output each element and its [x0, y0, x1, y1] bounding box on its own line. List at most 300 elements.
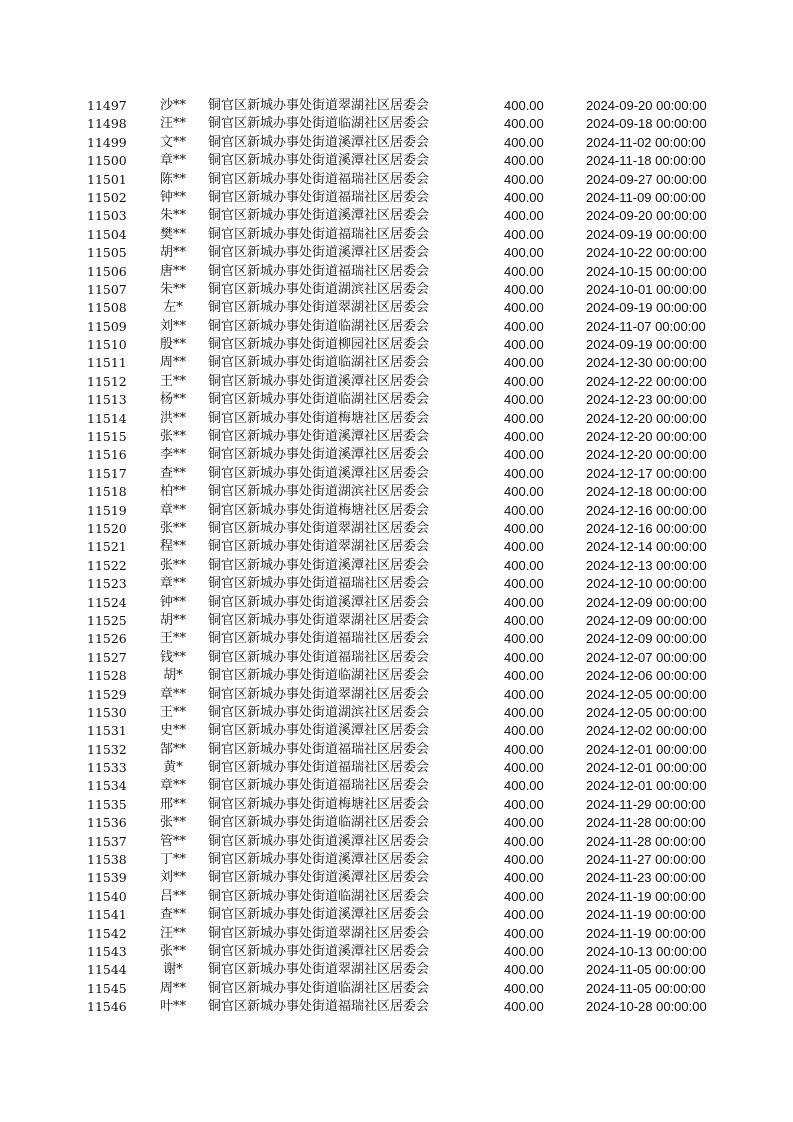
table-row: [0, 630, 793, 648]
payment-date: 2024-10-28 00:00:00: [586, 999, 707, 1015]
community-name: 铜官区新城办事处街道溪潭社区居委会: [208, 723, 430, 739]
amount: 400.00: [504, 465, 544, 481]
community-name: 铜官区新城办事处街道溪潭社区居委会: [208, 870, 430, 886]
table-row: [0, 833, 793, 851]
payment-date: 2024-09-27 00:00:00: [586, 171, 707, 187]
row-id: 11498: [87, 116, 127, 132]
table-row: [0, 207, 793, 225]
person-name: 洪**: [159, 410, 186, 426]
community-name: 铜官区新城办事处街道福瑞社区居委会: [208, 631, 430, 647]
person-name: 丁**: [159, 852, 186, 868]
payment-date: 2024-11-28 00:00:00: [586, 833, 706, 849]
community-name: 铜官区新城办事处街道溪潭社区居委会: [208, 907, 430, 923]
row-id: 11517: [87, 465, 127, 481]
person-name: 汪**: [159, 116, 186, 132]
table-row: [0, 814, 793, 832]
table-row: [0, 189, 793, 207]
payment-date: 2024-09-20 00:00:00: [586, 98, 707, 113]
payment-date: 2024-12-01 00:00:00: [586, 741, 707, 757]
community-name: 铜官区新城办事处街道福瑞社区居委会: [208, 189, 430, 205]
amount: 400.00: [504, 153, 544, 169]
person-name: 章**: [159, 576, 186, 592]
amount: 400.00: [504, 852, 544, 868]
amount: 400.00: [504, 245, 544, 261]
amount: 400.00: [504, 778, 544, 794]
table-row: [0, 722, 793, 740]
community-name: 铜官区新城办事处街道溪潭社区居委会: [208, 373, 430, 389]
amount: 400.00: [504, 337, 544, 353]
amount: 400.00: [504, 668, 544, 684]
row-id: 11532: [87, 741, 127, 757]
table-row: [0, 336, 793, 354]
community-name: 铜官区新城办事处街道溪潭社区居委会: [208, 943, 430, 959]
payment-date: 2024-09-19 00:00:00: [586, 226, 707, 242]
community-name: 铜官区新城办事处街道溪潭社区居委会: [208, 852, 430, 868]
person-name: 叶**: [159, 999, 186, 1015]
table-row: [0, 998, 793, 1016]
amount: 400.00: [504, 98, 544, 113]
person-name: 朱**: [159, 281, 186, 297]
person-name: 刘**: [159, 870, 186, 886]
person-name: 周**: [159, 980, 186, 996]
payment-date: 2024-12-06 00:00:00: [586, 668, 707, 684]
amount: 400.00: [504, 796, 544, 812]
amount: 400.00: [504, 760, 544, 776]
row-id: 11527: [87, 649, 127, 665]
payment-date: 2024-12-20 00:00:00: [586, 429, 707, 445]
payment-date: 2024-11-18 00:00:00: [586, 153, 706, 169]
person-name: 柏**: [159, 484, 186, 500]
table-row: [0, 171, 793, 189]
row-id: 11539: [87, 870, 127, 886]
amount: 400.00: [504, 520, 544, 536]
table-row: [0, 851, 793, 869]
community-name: 铜官区新城办事处街道福瑞社区居委会: [208, 760, 430, 776]
community-name: 铜官区新城办事处街道溪潭社区居委会: [208, 429, 430, 445]
community-name: 铜官区新城办事处街道福瑞社区居委会: [208, 263, 430, 279]
row-id: 11544: [87, 962, 127, 978]
amount: 400.00: [504, 686, 544, 702]
payment-date: 2024-11-09 00:00:00: [586, 189, 706, 205]
row-id: 11525: [87, 612, 127, 628]
person-name: 张**: [159, 815, 186, 831]
row-id: 11528: [87, 668, 127, 684]
payment-date: 2024-12-10 00:00:00: [586, 576, 707, 592]
row-id: 11534: [87, 778, 127, 794]
person-name: 程**: [159, 539, 186, 555]
person-name: 张**: [159, 943, 186, 959]
amount: 400.00: [504, 281, 544, 297]
community-name: 铜官区新城办事处街道翠湖社区居委会: [208, 98, 430, 113]
row-id: 11541: [87, 907, 127, 923]
community-name: 铜官区新城办事处街道临湖社区居委会: [208, 392, 430, 408]
community-name: 铜官区新城办事处街道溪潭社区居委会: [208, 594, 430, 610]
person-name: 张**: [159, 557, 186, 573]
table-row: [0, 244, 793, 262]
community-name: 铜官区新城办事处街道湖滨社区居委会: [208, 484, 430, 500]
person-name: 刘**: [159, 318, 186, 334]
person-name: 钟**: [159, 189, 186, 205]
person-name: 朱**: [159, 208, 186, 224]
payment-date: 2024-11-23 00:00:00: [586, 870, 706, 886]
table-row: [0, 538, 793, 556]
row-id: 11510: [87, 337, 127, 353]
table-row: [0, 354, 793, 372]
community-name: 铜官区新城办事处街道福瑞社区居委会: [208, 778, 430, 794]
table-row: [0, 299, 793, 317]
amount: 400.00: [504, 208, 544, 224]
table-row: [0, 502, 793, 520]
table-row: [0, 226, 793, 244]
table-row: [0, 115, 793, 133]
person-name: 胡*: [163, 668, 183, 684]
payment-date: 2024-12-05 00:00:00: [586, 704, 707, 720]
amount: 400.00: [504, 962, 544, 978]
community-name: 铜官区新城办事处街道溪潭社区居委会: [208, 208, 430, 224]
payment-date: 2024-10-15 00:00:00: [586, 263, 707, 279]
row-id: 11519: [87, 502, 127, 518]
person-name: 邢**: [159, 796, 186, 812]
row-id: 11543: [87, 943, 127, 959]
table-row: [0, 391, 793, 409]
person-name: 章**: [159, 502, 186, 518]
row-id: 11520: [87, 520, 127, 536]
row-id: 11542: [87, 925, 127, 941]
person-name: 吕**: [159, 888, 186, 904]
person-name: 周**: [159, 355, 186, 371]
person-name: 张**: [159, 429, 186, 445]
community-name: 铜官区新城办事处街道梅塘社区居委会: [208, 796, 430, 812]
table-row: [0, 759, 793, 777]
row-id: 11526: [87, 631, 127, 647]
community-name: 铜官区新城办事处街道梅塘社区居委会: [208, 410, 430, 426]
payment-date: 2024-11-28 00:00:00: [586, 815, 706, 831]
amount: 400.00: [504, 263, 544, 279]
row-id: 11546: [87, 999, 127, 1015]
community-name: 铜官区新城办事处街道临湖社区居委会: [208, 116, 430, 132]
amount: 400.00: [504, 447, 544, 463]
row-id: 11538: [87, 852, 127, 868]
person-name: 殷**: [159, 337, 186, 353]
row-id: 11536: [87, 815, 127, 831]
person-name: 沙**: [159, 98, 186, 113]
amount: 400.00: [504, 557, 544, 573]
table-row: [0, 410, 793, 428]
community-name: 铜官区新城办事处街道临湖社区居委会: [208, 355, 430, 371]
table-row: [0, 97, 793, 115]
community-name: 铜官区新城办事处街道福瑞社区居委会: [208, 226, 430, 242]
amount: 400.00: [504, 612, 544, 628]
table-row: [0, 906, 793, 924]
amount: 400.00: [504, 134, 544, 150]
community-name: 铜官区新城办事处街道临湖社区居委会: [208, 318, 430, 334]
row-id: 11540: [87, 888, 127, 904]
person-name: 唐**: [159, 263, 186, 279]
payment-date: 2024-10-13 00:00:00: [586, 943, 707, 959]
amount: 400.00: [504, 943, 544, 959]
person-name: 史**: [159, 723, 186, 739]
person-name: 章**: [159, 686, 186, 702]
row-id: 11514: [87, 410, 127, 426]
community-name: 铜官区新城办事处街道柳园社区居委会: [208, 337, 430, 353]
amount: 400.00: [504, 631, 544, 647]
person-name: 樊**: [159, 226, 186, 242]
community-name: 铜官区新城办事处街道翠湖社区居委会: [208, 925, 430, 941]
row-id: 11500: [87, 153, 127, 169]
payment-date: 2024-11-02 00:00:00: [586, 134, 706, 150]
person-name: 钟**: [159, 594, 186, 610]
community-name: 铜官区新城办事处街道溪潭社区居委会: [208, 557, 430, 573]
table-row: [0, 594, 793, 612]
payment-date: 2024-12-07 00:00:00: [586, 649, 707, 665]
table-row: [0, 465, 793, 483]
payment-date: 2024-12-01 00:00:00: [586, 778, 707, 794]
community-name: 铜官区新城办事处街道溪潭社区居委会: [208, 447, 430, 463]
table-row: [0, 980, 793, 998]
table-row: [0, 925, 793, 943]
community-name: 铜官区新城办事处街道翠湖社区居委会: [208, 686, 430, 702]
payment-date: 2024-12-16 00:00:00: [586, 520, 707, 536]
row-id: 11503: [87, 208, 127, 224]
person-name: 查**: [159, 907, 186, 923]
row-id: 11511: [87, 355, 127, 371]
amount: 400.00: [504, 741, 544, 757]
row-id: 11522: [87, 557, 127, 573]
row-id: 11512: [87, 373, 127, 389]
amount: 400.00: [504, 594, 544, 610]
row-id: 11537: [87, 833, 127, 849]
payment-date: 2024-12-09 00:00:00: [586, 612, 707, 628]
amount: 400.00: [504, 888, 544, 904]
payment-date: 2024-12-09 00:00:00: [586, 631, 707, 647]
subsidy-table: [0, 97, 793, 1017]
row-id: 11505: [87, 245, 127, 261]
person-name: 胡**: [159, 245, 186, 261]
payment-date: 2024-12-01 00:00:00: [586, 760, 707, 776]
community-name: 铜官区新城办事处街道翠湖社区居委会: [208, 520, 430, 536]
row-id: 11504: [87, 226, 127, 242]
community-name: 铜官区新城办事处街道溪潭社区居委会: [208, 153, 430, 169]
payment-date: 2024-11-05 00:00:00: [586, 980, 706, 996]
table-row: [0, 373, 793, 391]
table-row: [0, 796, 793, 814]
row-id: 11535: [87, 796, 127, 812]
payment-date: 2024-12-17 00:00:00: [586, 465, 707, 481]
table-row: [0, 281, 793, 299]
amount: 400.00: [504, 870, 544, 886]
row-id: 11508: [87, 300, 127, 316]
community-name: 铜官区新城办事处街道翠湖社区居委会: [208, 539, 430, 555]
amount: 400.00: [504, 226, 544, 242]
amount: 400.00: [504, 907, 544, 923]
table-row: [0, 152, 793, 170]
community-name: 铜官区新城办事处街道湖滨社区居委会: [208, 281, 430, 297]
community-name: 铜官区新城办事处街道福瑞社区居委会: [208, 576, 430, 592]
amount: 400.00: [504, 300, 544, 316]
table-row: [0, 263, 793, 281]
community-name: 铜官区新城办事处街道福瑞社区居委会: [208, 999, 430, 1015]
payment-date: 2024-09-19 00:00:00: [586, 300, 707, 316]
amount: 400.00: [504, 833, 544, 849]
payment-date: 2024-12-02 00:00:00: [586, 723, 707, 739]
amount: 400.00: [504, 116, 544, 132]
person-name: 管**: [159, 833, 186, 849]
row-id: 11513: [87, 392, 127, 408]
row-id: 11521: [87, 539, 127, 555]
person-name: 李**: [159, 447, 186, 463]
community-name: 铜官区新城办事处街道翠湖社区居委会: [208, 962, 430, 978]
person-name: 郜**: [159, 741, 186, 757]
amount: 400.00: [504, 410, 544, 426]
payment-date: 2024-10-22 00:00:00: [586, 245, 707, 261]
payment-date: 2024-12-05 00:00:00: [586, 686, 707, 702]
community-name: 铜官区新城办事处街道溪潭社区居委会: [208, 245, 430, 261]
payment-date: 2024-09-18 00:00:00: [586, 116, 707, 132]
row-id: 11533: [87, 760, 127, 776]
payment-date: 2024-12-20 00:00:00: [586, 410, 707, 426]
table-row: [0, 575, 793, 593]
row-id: 11501: [87, 171, 127, 187]
payment-date: 2024-11-07 00:00:00: [586, 318, 706, 334]
community-name: 铜官区新城办事处街道梅塘社区居委会: [208, 502, 430, 518]
payment-date: 2024-11-29 00:00:00: [586, 796, 706, 812]
person-name: 张**: [159, 520, 186, 536]
amount: 400.00: [504, 999, 544, 1015]
community-name: 铜官区新城办事处街道溪潭社区居委会: [208, 134, 430, 150]
amount: 400.00: [504, 373, 544, 389]
payment-date: 2024-11-05 00:00:00: [586, 962, 706, 978]
person-name: 谢*: [163, 962, 183, 978]
person-name: 杨**: [159, 392, 186, 408]
community-name: 铜官区新城办事处街道湖滨社区居委会: [208, 704, 430, 720]
row-id: 11497: [87, 98, 127, 113]
table-row: [0, 667, 793, 685]
person-name: 王**: [159, 631, 186, 647]
amount: 400.00: [504, 392, 544, 408]
community-name: 铜官区新城办事处街道溪潭社区居委会: [208, 465, 430, 481]
person-name: 胡**: [159, 612, 186, 628]
row-id: 11523: [87, 576, 127, 592]
row-id: 11531: [87, 723, 127, 739]
table-row: [0, 704, 793, 722]
payment-date: 2024-12-20 00:00:00: [586, 447, 707, 463]
table-row: [0, 612, 793, 630]
table-row: [0, 888, 793, 906]
community-name: 铜官区新城办事处街道临湖社区居委会: [208, 888, 430, 904]
payment-date: 2024-12-09 00:00:00: [586, 594, 707, 610]
community-name: 铜官区新城办事处街道福瑞社区居委会: [208, 171, 430, 187]
amount: 400.00: [504, 502, 544, 518]
community-name: 铜官区新城办事处街道福瑞社区居委会: [208, 649, 430, 665]
row-id: 11515: [87, 429, 127, 445]
table-row: [0, 428, 793, 446]
table-row: [0, 741, 793, 759]
person-name: 文**: [159, 134, 186, 150]
community-name: 铜官区新城办事处街道翠湖社区居委会: [208, 300, 430, 316]
table-row: [0, 318, 793, 336]
payment-date: 2024-09-20 00:00:00: [586, 208, 707, 224]
person-name: 汪**: [159, 925, 186, 941]
community-name: 铜官区新城办事处街道翠湖社区居委会: [208, 612, 430, 628]
payment-date: 2024-09-19 00:00:00: [586, 337, 707, 353]
row-id: 11530: [87, 704, 127, 720]
community-name: 铜官区新城办事处街道临湖社区居委会: [208, 668, 430, 684]
amount: 400.00: [504, 484, 544, 500]
person-name: 钱**: [159, 649, 186, 665]
person-name: 陈**: [159, 171, 186, 187]
amount: 400.00: [504, 318, 544, 334]
person-name: 王**: [159, 373, 186, 389]
row-id: 11507: [87, 281, 127, 297]
amount: 400.00: [504, 980, 544, 996]
amount: 400.00: [504, 429, 544, 445]
payment-date: 2024-11-19 00:00:00: [586, 925, 706, 941]
payment-date: 2024-11-27 00:00:00: [586, 852, 706, 868]
payment-date: 2024-12-13 00:00:00: [586, 557, 707, 573]
amount: 400.00: [504, 925, 544, 941]
row-id: 11509: [87, 318, 127, 334]
amount: 400.00: [504, 171, 544, 187]
row-id: 11516: [87, 447, 127, 463]
table-row: [0, 446, 793, 464]
community-name: 铜官区新城办事处街道福瑞社区居委会: [208, 741, 430, 757]
amount: 400.00: [504, 815, 544, 831]
table-row: [0, 869, 793, 887]
person-name: 王**: [159, 704, 186, 720]
row-id: 11499: [87, 134, 127, 150]
table-row: [0, 961, 793, 979]
community-name: 铜官区新城办事处街道临湖社区居委会: [208, 980, 430, 996]
row-id: 11518: [87, 484, 127, 500]
payment-date: 2024-10-01 00:00:00: [586, 281, 707, 297]
row-id: 11529: [87, 686, 127, 702]
payment-date: 2024-12-30 00:00:00: [586, 355, 707, 371]
row-id: 11502: [87, 189, 127, 205]
amount: 400.00: [504, 355, 544, 371]
table-row: [0, 943, 793, 961]
payment-date: 2024-12-18 00:00:00: [586, 484, 707, 500]
amount: 400.00: [504, 649, 544, 665]
payment-date: 2024-11-19 00:00:00: [586, 888, 706, 904]
person-name: 章**: [159, 778, 186, 794]
payment-date: 2024-12-14 00:00:00: [586, 539, 707, 555]
table-row: [0, 483, 793, 501]
person-name: 左*: [163, 300, 183, 316]
amount: 400.00: [504, 576, 544, 592]
amount: 400.00: [504, 723, 544, 739]
table-row: [0, 649, 793, 667]
amount: 400.00: [504, 704, 544, 720]
table-row: [0, 686, 793, 704]
payment-date: 2024-12-22 00:00:00: [586, 373, 707, 389]
row-id: 11545: [87, 980, 127, 996]
table-row: [0, 520, 793, 538]
row-id: 11524: [87, 594, 127, 610]
person-name: 黄*: [163, 760, 183, 776]
table-row: [0, 777, 793, 795]
payment-date: 2024-12-16 00:00:00: [586, 502, 707, 518]
table-row: [0, 557, 793, 575]
payment-date: 2024-11-19 00:00:00: [586, 907, 706, 923]
community-name: 铜官区新城办事处街道溪潭社区居委会: [208, 833, 430, 849]
amount: 400.00: [504, 189, 544, 205]
payment-date: 2024-12-23 00:00:00: [586, 392, 707, 408]
row-id: 11506: [87, 263, 127, 279]
person-name: 查**: [159, 465, 186, 481]
community-name: 铜官区新城办事处街道临湖社区居委会: [208, 815, 430, 831]
table-row: [0, 134, 793, 152]
amount: 400.00: [504, 539, 544, 555]
